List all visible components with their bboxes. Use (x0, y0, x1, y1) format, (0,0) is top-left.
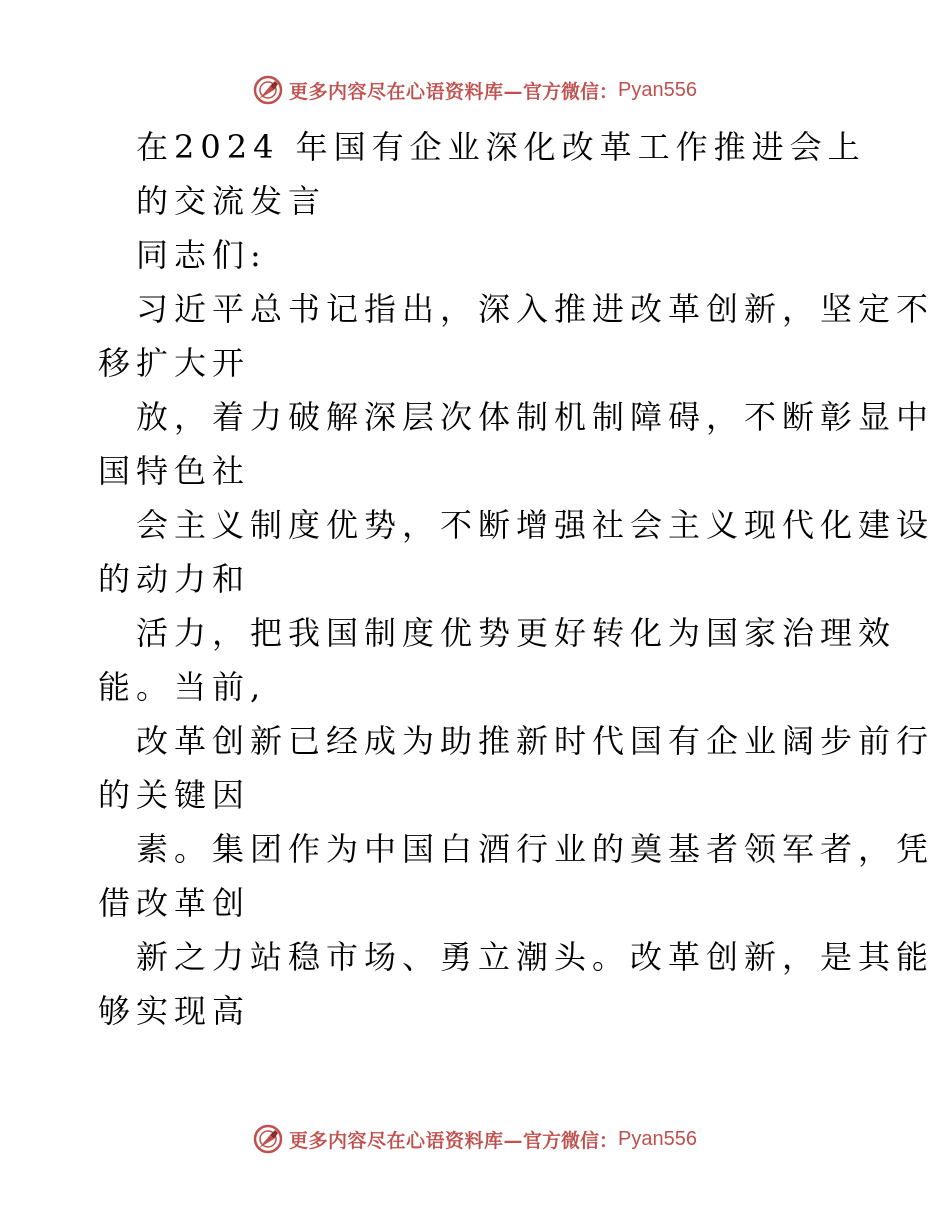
document-body (98, 120, 935, 1038)
pen-nib-logo-icon (253, 1124, 283, 1154)
footer-banner (0, 1119, 950, 1159)
text-line: 国特色社 (98, 452, 251, 490)
text-line: 放，着力破解深层次体制机制障碍，不断彰显中 (136, 398, 935, 436)
pen-nib-logo-icon (253, 75, 283, 105)
banner-contact-label: 官方微信： (523, 80, 619, 103)
header-banner (0, 70, 950, 110)
banner-contact-id: Pyan556 (618, 78, 697, 101)
text-line: 同志们: (136, 236, 267, 274)
text-line: 的动力和 (98, 560, 251, 598)
text-line: 改革创新已经成为助推新时代国有企业阔步前行 (136, 722, 935, 760)
text-line: 借改革创 (98, 884, 251, 922)
banner-text: 更多内容尽在心语资料库— (289, 1129, 524, 1152)
text-line: 活力，把我国制度优势更好转化为国家治理效 (136, 614, 897, 652)
text-line: 移扩大开 (98, 344, 251, 382)
text-line: 在2024 年国有企业深化改革工作推进会上 (136, 128, 866, 166)
banner-contact-id: Pyan556 (618, 1127, 697, 1150)
text-line: 的交流发言 (136, 182, 327, 220)
banner-contact-label: 官方微信： (523, 1129, 619, 1152)
text-line: 新之力站稳市场、勇立潮头。改革创新，是其能 (136, 938, 935, 976)
text-line: 素。集团作为中国白酒行业的奠基者领军者，凭 (136, 830, 935, 868)
text-line: 习近平总书记指出，深入推进改革创新，坚定不 (136, 290, 935, 328)
text-line: 会主义制度优势，不断增强社会主义现代化建设 (136, 506, 935, 544)
text-line: 的关键因 (98, 776, 251, 814)
text-line: 能。当前, (98, 668, 267, 706)
banner-text: 更多内容尽在心语资料库— (289, 80, 524, 103)
text-line: 够实现高 (98, 992, 251, 1030)
